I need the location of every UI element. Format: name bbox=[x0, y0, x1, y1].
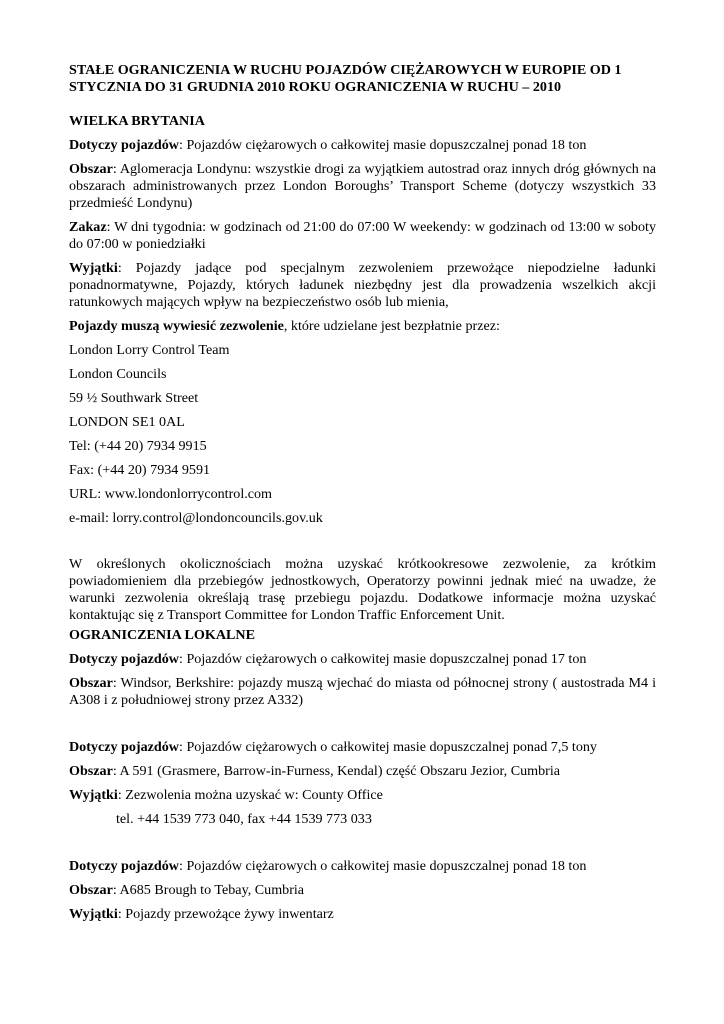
value: : Zezwolenia można uzyskać w: County Office bbox=[117, 787, 383, 803]
title-line-2: STYCZNIA DO 31 GRUDNIA 2010 ROKU OGRANICZENIA W RUCHU – 2010 bbox=[69, 79, 562, 95]
section-heading-local: OGRANICZENIA LOKALNE bbox=[69, 627, 255, 643]
document-page bbox=[69, 62, 656, 923]
section-heading-uk: WIELKA BRYTANIA bbox=[69, 113, 205, 129]
contact-line: 59 ½ Southwark Street bbox=[69, 390, 199, 406]
label: Zakaz bbox=[69, 219, 107, 235]
contact-url: URL: www.londonlorrycontrol.com bbox=[69, 486, 273, 502]
local-3-area bbox=[69, 882, 656, 899]
value: , które udzielane jest bezpłatnie przez: bbox=[283, 318, 500, 334]
label: Dotyczy pojazdów bbox=[69, 739, 179, 755]
contact-line: Tel: (+44 20) 7934 9915 bbox=[69, 438, 207, 454]
uk-exceptions bbox=[69, 260, 656, 311]
local-3-exceptions bbox=[69, 906, 656, 923]
label: Dotyczy pojazdów bbox=[69, 137, 179, 153]
document-title bbox=[69, 62, 656, 96]
contact-line: Fax: (+44 20) 7934 9591 bbox=[69, 462, 211, 478]
local-2-area bbox=[69, 763, 656, 780]
value: : Pojazdów ciężarowych o całkowitej masie dopuszczalnej ponad 17 ton bbox=[179, 651, 587, 667]
value: : Pojazdów ciężarowych o całkowitej masie dopuszczalnej ponad 7,5 tony bbox=[179, 739, 597, 755]
value: : Pojazdy jadące pod specjalnym zezwoleniem przewożące niepodzielne ładunki ponadnormatywne, Pojazdy, których ładunek niezbędny jest dla prowadzenia wszelkich akcji ratunkowych mających wpływ na bezpieczeństwo osób lub mienia, bbox=[69, 260, 656, 310]
value: : Windsor, Berkshire: pojazdy muszą wjechać do miasta od północnej strony ( austostrada M4 i A308 i z południowej strony przez A332) bbox=[69, 675, 656, 708]
local-2-exceptions bbox=[69, 787, 656, 804]
value: : W dni tygodnia: w godzinach od 21:00 do 07:00 W weekendy: w godzinach od 13:00 w soboty do 07:00 w poniedziałki bbox=[69, 219, 656, 252]
label: Obszar bbox=[69, 675, 113, 691]
contact-line: London Councils bbox=[69, 366, 167, 382]
uk-permit bbox=[69, 318, 656, 335]
local-1-vehicles bbox=[69, 651, 656, 668]
value: : Pojazdy przewożące żywy inwentarz bbox=[117, 906, 334, 922]
contact-line: London Lorry Control Team bbox=[69, 342, 230, 358]
local-2-phone: tel. +44 1539 773 040, fax +44 1539 773 033 bbox=[116, 811, 372, 827]
label: Dotyczy pojazdów bbox=[69, 858, 179, 874]
contact-email: e-mail: lorry.control@londoncouncils.gov.uk bbox=[69, 510, 323, 526]
label: Obszar bbox=[69, 161, 113, 177]
uk-ban bbox=[69, 219, 656, 253]
label: Obszar bbox=[69, 882, 113, 898]
uk-vehicles bbox=[69, 137, 656, 154]
label: Wyjątki bbox=[69, 260, 118, 276]
value: : Pojazdów ciężarowych o całkowitej masie dopuszczalnej ponad 18 ton bbox=[179, 858, 587, 874]
local-1-area bbox=[69, 675, 656, 709]
contact-line: LONDON SE1 0AL bbox=[69, 414, 185, 430]
label: Wyjątki bbox=[69, 906, 118, 922]
label: Obszar bbox=[69, 763, 113, 779]
title-line-1: STAŁE OGRANICZENIA W RUCHU POJAZDÓW CIĘŻAROWYCH W EUROPIE OD 1 bbox=[69, 62, 622, 78]
local-3-vehicles bbox=[69, 858, 656, 875]
value: : Pojazdów ciężarowych o całkowitej masie dopuszczalnej ponad 18 ton bbox=[179, 137, 587, 153]
label: Pojazdy muszą wywiesić zezwolenie bbox=[69, 318, 284, 334]
local-2-vehicles bbox=[69, 739, 656, 756]
uk-area bbox=[69, 161, 656, 212]
label: Wyjątki bbox=[69, 787, 118, 803]
value: : Aglomeracja Londynu: wszystkie drogi za wyjątkiem autostrad oraz innych dróg głównych na obszarach administrowanych przez London Boroughs’ Transport Scheme (dotyczy wszystkich 33 przedmieść Londynu) bbox=[69, 161, 656, 211]
uk-note: W określonych okolicznościach można uzyskać krótkookresowe zezwolenie, za krótkim powiadomieniem dla przebiegów jednostkowych, Operatorzy powinni jednak mieć na uwadze, że warunki zezwolenia określają trasę przebiegu pojazdu. Dodatkowe informacje można uzyskać kontaktując się z Transport Committee for London Traffic Enforcement Unit. bbox=[69, 556, 656, 623]
label: Dotyczy pojazdów bbox=[69, 651, 179, 667]
value: : A 591 (Grasmere, Barrow-in-Furness, Kendal) część Obszaru Jezior, Cumbria bbox=[112, 763, 561, 779]
value: : A685 Brough to Tebay, Cumbria bbox=[112, 882, 305, 898]
